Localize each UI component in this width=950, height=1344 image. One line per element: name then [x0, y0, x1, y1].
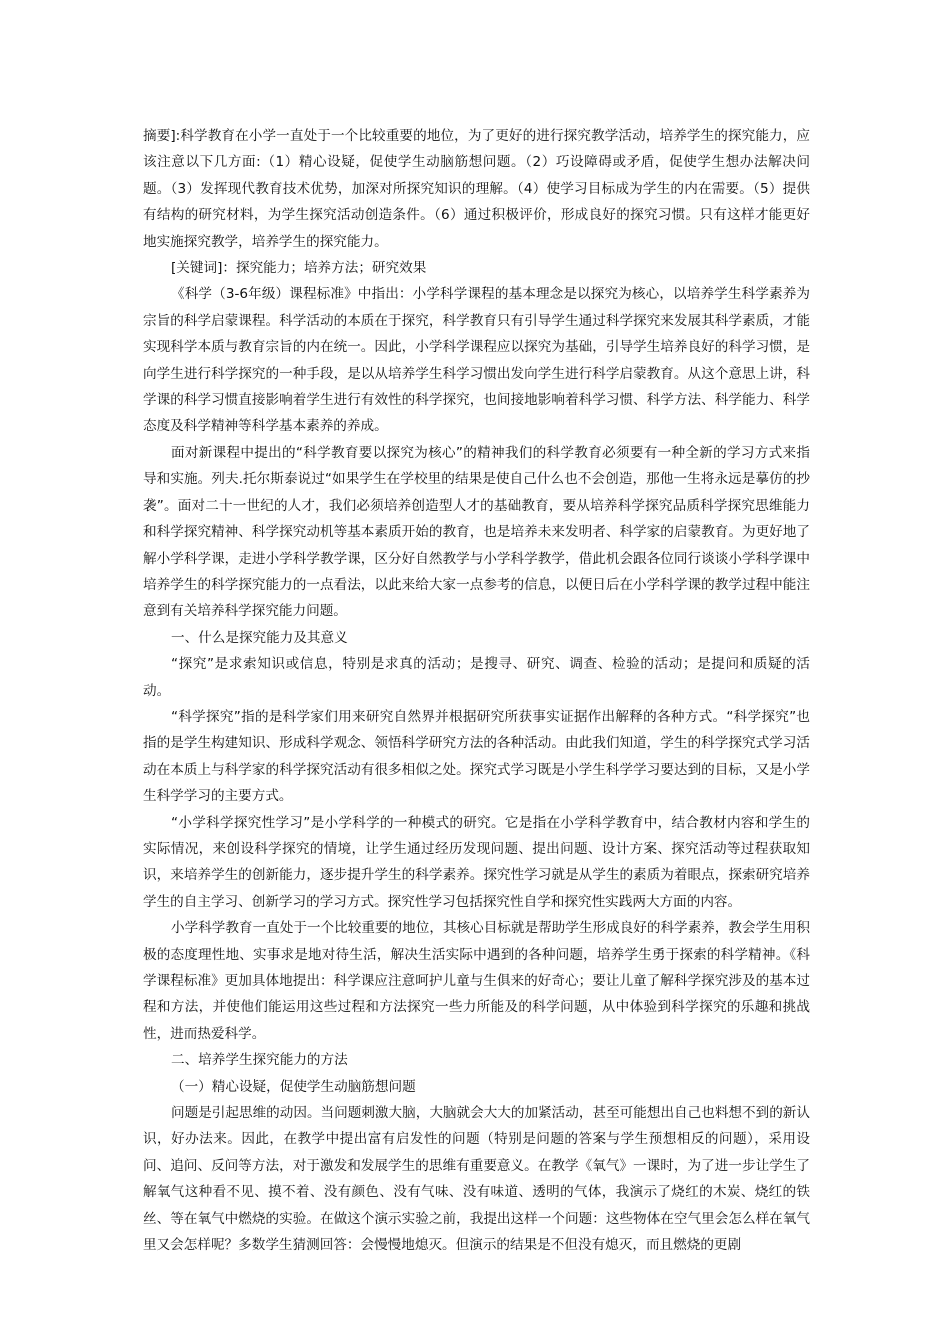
- body-paragraph-7: 问题是引起思维的动因。当问题刺激大脑，大脑就会大大的加紧活动，甚至可能想出自己也料想不到的新认识，好办法来。因此，在教学中提出富有启发性的问题（特别是问题的答案与学生预想相反的问题），采用设问、追问、反问等方法，对于激发和发展学生的思维有重要意义。在教学《氧气》一课时，为了进一步让学生了解氧气这种看不见、摸不着、没有颜色、没有气味、没有味道、透明的气体，我演示了烧红的木炭、烧红的铁丝、等在氧气中燃烧的实验。在做这个演示实验之前，我提出这样一个问题：这些物体在空气里会怎么样在氧气里又会怎样呢？多数学生猜测回答：会慢慢地熄灭。但演示的结果是不但没有熄灭，而且燃烧的更剧: [143, 1105, 810, 1254]
- body-paragraph-4: “科学探究”指的是科学家们用来研究自然界并根据研究所获事实证据作出解释的各种方式。“科学探究”也指的是学生构建知识、形成科学观念、领悟科学研究方法的各种活动。由此我们知道，学生的科学探究式学习活动在本质上与科学家的科学探究活动有很多相似之处。探究式学习既是小学生科学学习要达到的目标，又是小学生科学学习的主要方式。: [143, 708, 810, 805]
- abstract-paragraph: 摘要]:科学教育在小学一直处于一个比较重要的地位，为了更好的进行探究教学活动，培养学生的探究能力，应该注意以下几方面:（1）精心设疑，促使学生动脑筋想问题。（2）巧设障碍或矛盾，促使学生想办法解决问题。（3）发挥现代教育技术优势，加深对所探究知识的理解。（4）使学习目标成为学生的内在需要。（5）提供有结构的研究材料，为学生探究活动创造条件。（6）通过积极评价，形成良好的探究习惯。只有这样才能更好地实施探究教学，培养学生的探究能力。: [143, 128, 810, 250]
- section-heading-1: 一、什么是探究能力及其意义: [171, 629, 348, 646]
- section-heading-2: 二、培养学生探究能力的方法: [171, 1052, 348, 1069]
- body-paragraph-5: “小学科学探究性学习”是小学科学的一种模式的研究。它是指在小学科学教育中，结合教材内容和学生的实际情况，来创设科学探究的情境，让学生通过经历发现问题、提出问题、设计方案、探究活动等过程获取知识，来培养学生的创新能力，逐步提升学生的科学素养。探究性学习就是从学生的素质为着眼点，探索研究培养学生的自主学习、创新学习的学习方式。探究性学习包括探究性自学和探究性实践两大方面的内容。: [143, 814, 810, 910]
- body-paragraph-2: 面对新课程中提出的“科学教育要以探究为核心”的精神我们的科学教育必须要有一种全新的学习方式来指导和实施。列夫.托尔斯泰说过“如果学生在学校里的结果是使自己什么也不会创造，那他一生将永远是摹仿的抄袭”。面对二十一世纪的人才，我们必须培养创造型人才的基础教育，要从培养科学探究品质科学探究思维能力和科学探究精神、科学探究动机等基本素质开始的教育，也是培养未来发明者、科学家的启蒙教育。为更好地了解小学科学课，走进小学科学教学课，区分好自然教学与小学科学教学，借此机会跟各位同行谈谈小学科学课中培养学生的科学探究能力的一点看法，以此来给大家一点参考的信息，以便日后在小学科学课的教学过程中能注意到有关培养科学探究能力问题。: [143, 444, 810, 620]
- body-paragraph-3: “探究”是求索知识或信息，特别是求真的活动；是搜寻、研究、调查、检验的活动；是提问和质疑的活动。: [143, 656, 810, 699]
- body-paragraph-6: 小学科学教育一直处于一个比较重要的地位，其核心目标就是帮助学生形成良好的科学素养，教会学生用积极的态度理性地、实事求是地对待生活，解决生活实际中遇到的各种问题，培养学生勇于探索的科学精神。《科学课程标准》更加具体地提出：科学课应注意呵护儿童与生俱来的好奇心；要让儿童了解科学探究涉及的基本过程和方法，并使他们能运用这些过程和方法探究一些力所能及的科学问题，从中体验到科学探究的乐趣和挑战性，进而热爱科学。: [143, 920, 810, 1042]
- keywords-line: [关键词]：探究能力；培养方法；研究效果: [171, 260, 427, 277]
- subsection-heading-1: （一）精心设疑，促使学生动脑筋想问题: [171, 1078, 416, 1095]
- body-paragraph-1: 《科学（3-6年级）课程标准》中指出：小学科学课程的基本理念是以探究为核心，以培养学生科学素养为宗旨的科学启蒙课程。科学活动的本质在于探究，科学教育只有引导学生通过科学探究来发展其科学素质，才能实现科学本质与教育宗旨的内在统一。因此，小学科学课程应以探究为基础，引导学生培养良好的科学习惯，是向学生进行科学探究的一种手段，是以从培养学生科学习惯出发向学生进行科学启蒙教育。从这个意思上讲，科学课的科学习惯直接影响着学生进行有效性的科学探究，也间接地影响着科学习惯、科学方法、科学能力、科学态度及科学精神等科学基本素养的养成。: [143, 286, 810, 435]
- document-page: [143, 123, 810, 1258]
